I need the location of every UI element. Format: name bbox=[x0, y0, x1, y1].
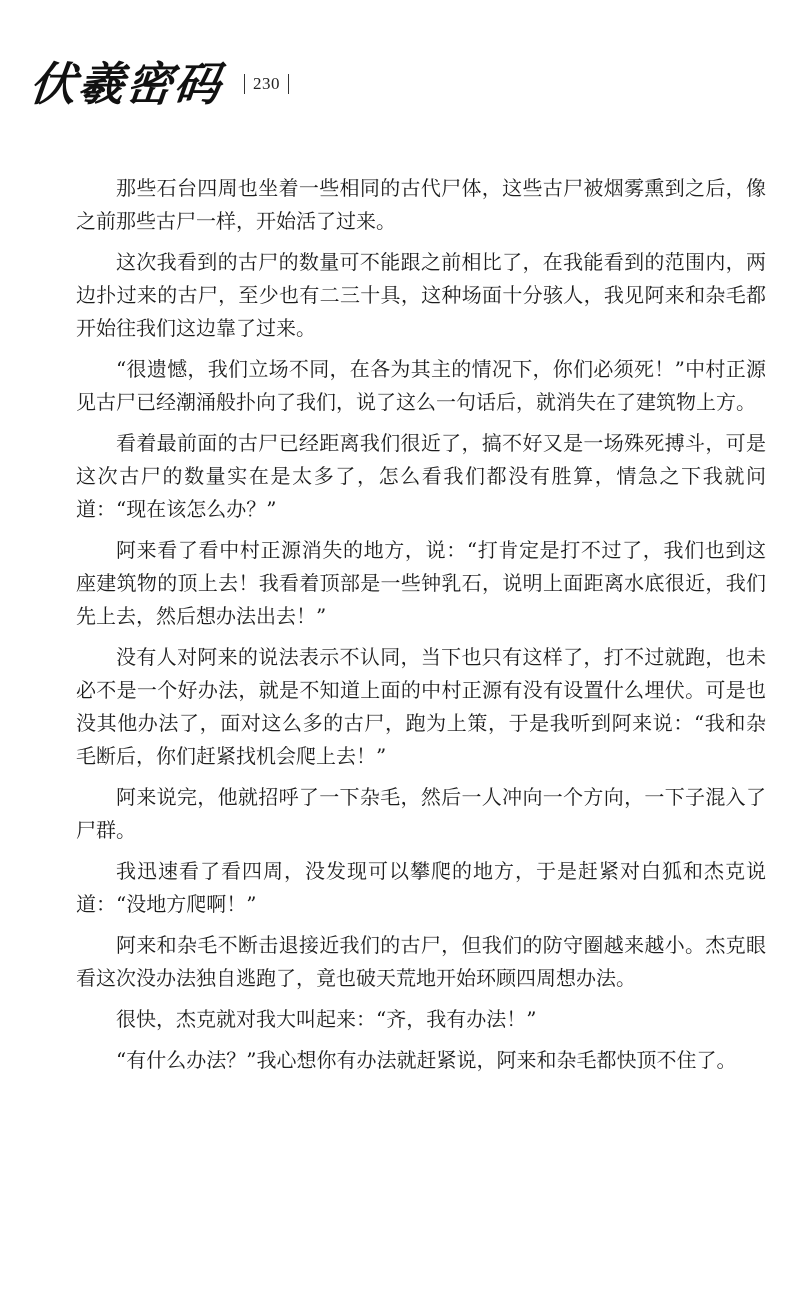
paragraph: “很遗憾，我们立场不同，在各为其主的情况下，你们必须死！”中村正源见古尸已经潮涌般扑向了我们，说了这么一句话后，就消失在了建筑物上方。 bbox=[76, 357, 766, 414]
paragraph: 没有人对阿来的说法表示不认同，当下也只有这样了，打不过就跑，也未必不是一个好办法，就是不知道上面的中村正源有没有设置什么埋伏。可是也没其他办法了，面对这么多的古尸，跑为上策，于是我听到阿来说：“我和杂毛断后，你们赶紧找机会爬上去！” bbox=[76, 645, 766, 768]
paragraph: 我迅速看了看四周，没发现可以攀爬的地方，于是赶紧对白狐和杰克说道：“没地方爬啊！” bbox=[76, 859, 766, 916]
paragraph: 很快，杰克就对我大叫起来：“齐，我有办法！” bbox=[116, 1007, 537, 1031]
page-header bbox=[27, 57, 289, 111]
divider-right bbox=[288, 74, 289, 94]
page-number-box bbox=[244, 58, 289, 110]
paragraph: 那些石台四周也坐着一些相同的古代尸体，这些古尸被烟雾熏到之后，像之前那些古尸一样，开始活了过来。 bbox=[76, 176, 766, 233]
paragraph: 阿来和杂毛不断击退接近我们的古尸，但我们的防守圈越来越小。杰克眼看这次没办法独自逃跑了，竟也破天荒地开始环顾四周想办法。 bbox=[76, 933, 766, 990]
paragraph: 阿来说完，他就招呼了一下杂毛，然后一人冲向一个方向，一下子混入了尸群。 bbox=[76, 785, 766, 842]
paragraph: 阿来看了看中村正源消失的地方，说：“打肯定是打不过了，我们也到这座建筑物的顶上去！我看着顶部是一些钟乳石，说明上面距离水底很近，我们先上去，然后想办法出去！” bbox=[76, 538, 766, 628]
body-text bbox=[76, 172, 766, 1085]
paragraph: “有什么办法？”我心想你有办法就赶紧说，阿来和杂毛都快顶不住了。 bbox=[116, 1048, 737, 1072]
page-number: 230 bbox=[253, 74, 280, 93]
paragraph: 这次我看到的古尸的数量可不能跟之前相比了，在我能看到的范围内，两边扑过来的古尸，至少也有二三十具，这种场面十分骇人，我见阿来和杂毛都开始往我们这边靠了过来。 bbox=[76, 250, 766, 340]
book-title: 伏羲密码 bbox=[27, 57, 225, 111]
paragraph: 看着最前面的古尸已经距离我们很近了，搞不好又是一场殊死搏斗，可是这次古尸的数量实在是太多了，怎么看我们都没有胜算，情急之下我就问道：“现在该怎么办？” bbox=[76, 431, 766, 521]
